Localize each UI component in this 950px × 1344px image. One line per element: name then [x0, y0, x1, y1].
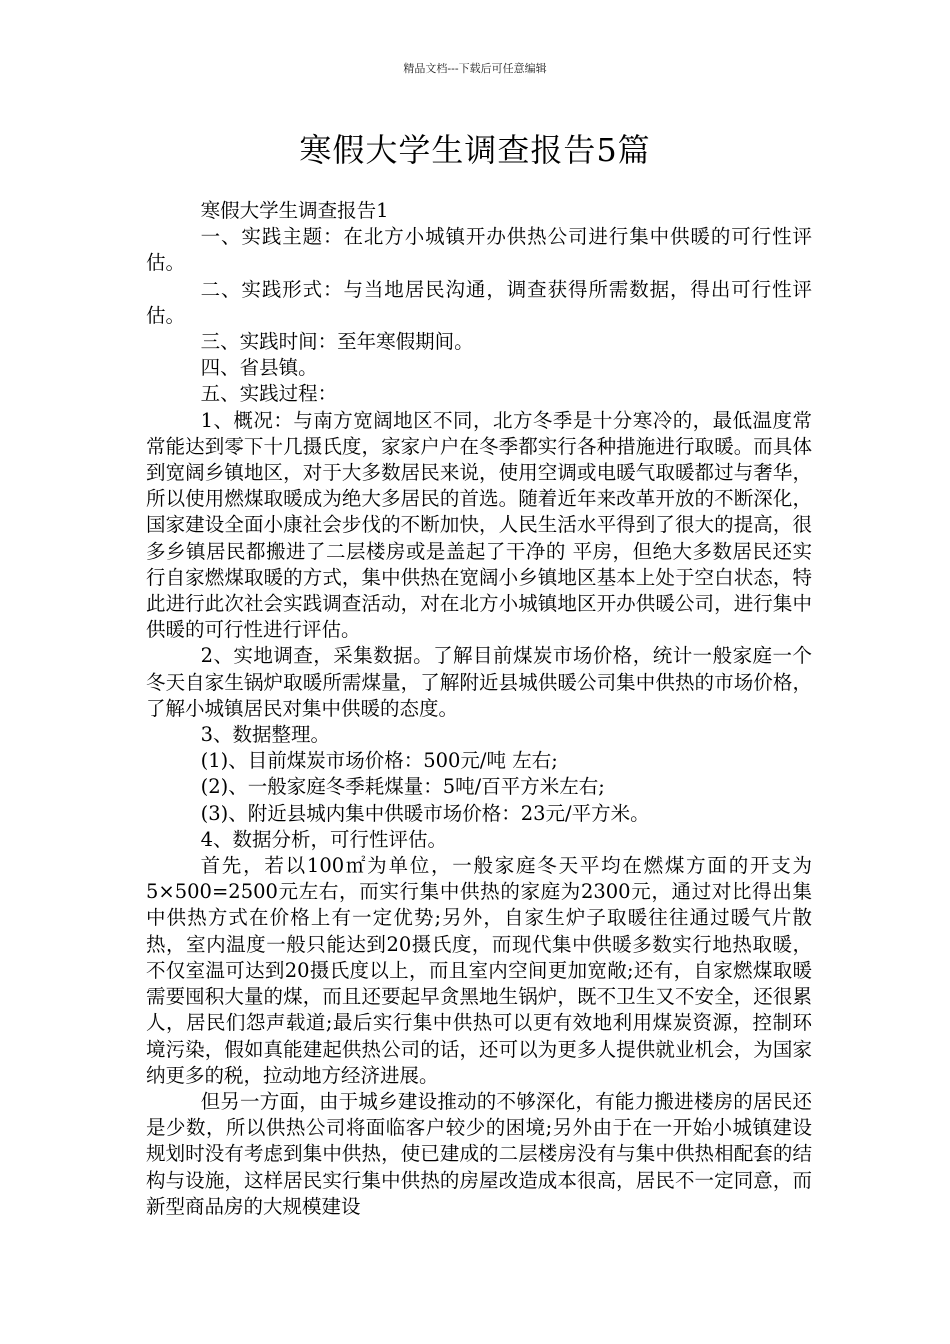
paragraph-overview: 1、概况：与南方宽阔地区不同，北方冬季是十分寒冷的，最低温度常常能达到零下十几摄氏度，家家户户在冬季都实行各种措施进行取暖。而具体到宽阔乡镇地区，对于大多数居民来说，使用空调或电暖气取暖都过与奢华，所以使用燃煤取暖成为绝大多居民的首选。随着近年来改革开放的不断深化，国家建设全面小康社会步伐的不断加快，人民生活水平得到了很大的提高，很多乡镇居民都搬进了二层楼房或是盖起了干净的 平房，但绝大多数居民还实行自家燃煤取暖的方式，集中供热在宽阔小乡镇地区基本上处于空白状态，特此进行此次社会实践调查活动，对在北方小城镇地区开办供暖公司，进行集中供暖的可行性进行评估。 — [146, 408, 812, 642]
document-body — [146, 198, 812, 1220]
paragraph-data-item-1: (1)、目前煤炭市场价格：500元/吨 左右; — [200, 749, 558, 773]
paragraph-analysis-second: 但另一方面，由于城乡建设推动的不够深化，有能力搬进楼房的居民还是少数，所以供热公司将面临客户较少的困境;另外由于在一开始小城镇建设规划时没有考虑到集中供热，使已建成的二层楼房没有与集中供热相配套的结构与设施，这样居民实行集中供热的房屋改造成本很高，居民不一定同意，而新型商品房的大规模建设 — [146, 1089, 812, 1218]
page-header: 精品文档---下载后可任意编辑 — [403, 62, 547, 75]
paragraph-data-item-2: (2)、一般家庭冬季耗煤量：5吨/百平方米左右; — [200, 775, 605, 799]
paragraph-survey: 2、实地调查，采集数据。了解目前煤炭市场价格，统计一般家庭一个冬天自家生锅炉取暖所需煤量，了解附近县城供暖公司集中供热的市场价格，了解小城镇居民对集中供暖的态度。 — [146, 644, 812, 720]
section-heading: 寒假大学生调查报告1 — [200, 199, 389, 222]
document-title: 寒假大学生调查报告5篇 — [299, 131, 651, 169]
paragraph-process-heading: 五、实践过程： — [200, 382, 338, 406]
paragraph-analysis-first: 首先，若以100㎡为单位，一般家庭冬天平均在燃煤方面的开支为5×500=2500元左右，而实行集中供热的家庭为2300元，通过对比得出集中供热方式在价格上有一定优势;另外，自家生炉子取暖往往通过暖气片散热，室内温度一般只能达到20摄氏度，而现代集中供暖多数实行地热取暖，不仅室温可达到20摄氏度以上，而且室内空间更加宽敞;还有，自家燃煤取暖需要囤积大量的煤，而且还要起早贪黑地生锅炉，既不卫生又不安全，还很累人，居民们怨声载道;最后实行集中供热可以更有效地利用煤炭资源，控制环境污染，假如真能建起供热公司的话，还可以为更多人提供就业机会，为国家纳更多的税，拉动地方经济进展。 — [146, 854, 812, 1087]
paragraph-data-item-3: (3)、附近县城内集中供暖市场价格：23元/平方米。 — [200, 801, 650, 825]
paragraph-analysis-heading: 4、数据分析，可行性评估。 — [200, 827, 448, 851]
paragraph-location: 四、省县镇。 — [200, 356, 318, 380]
paragraph-data-heading: 3、数据整理。 — [200, 723, 331, 747]
paragraph-topic: 一、实践主题：在北方小城镇开办供热公司进行集中供暖的可行性评估。 — [146, 225, 812, 275]
paragraph-time: 三、实践时间：至年寒假期间。 — [200, 330, 474, 354]
paragraph-form: 二、实践形式：与当地居民沟通，调查获得所需数据，得出可行性评估。 — [146, 277, 812, 327]
